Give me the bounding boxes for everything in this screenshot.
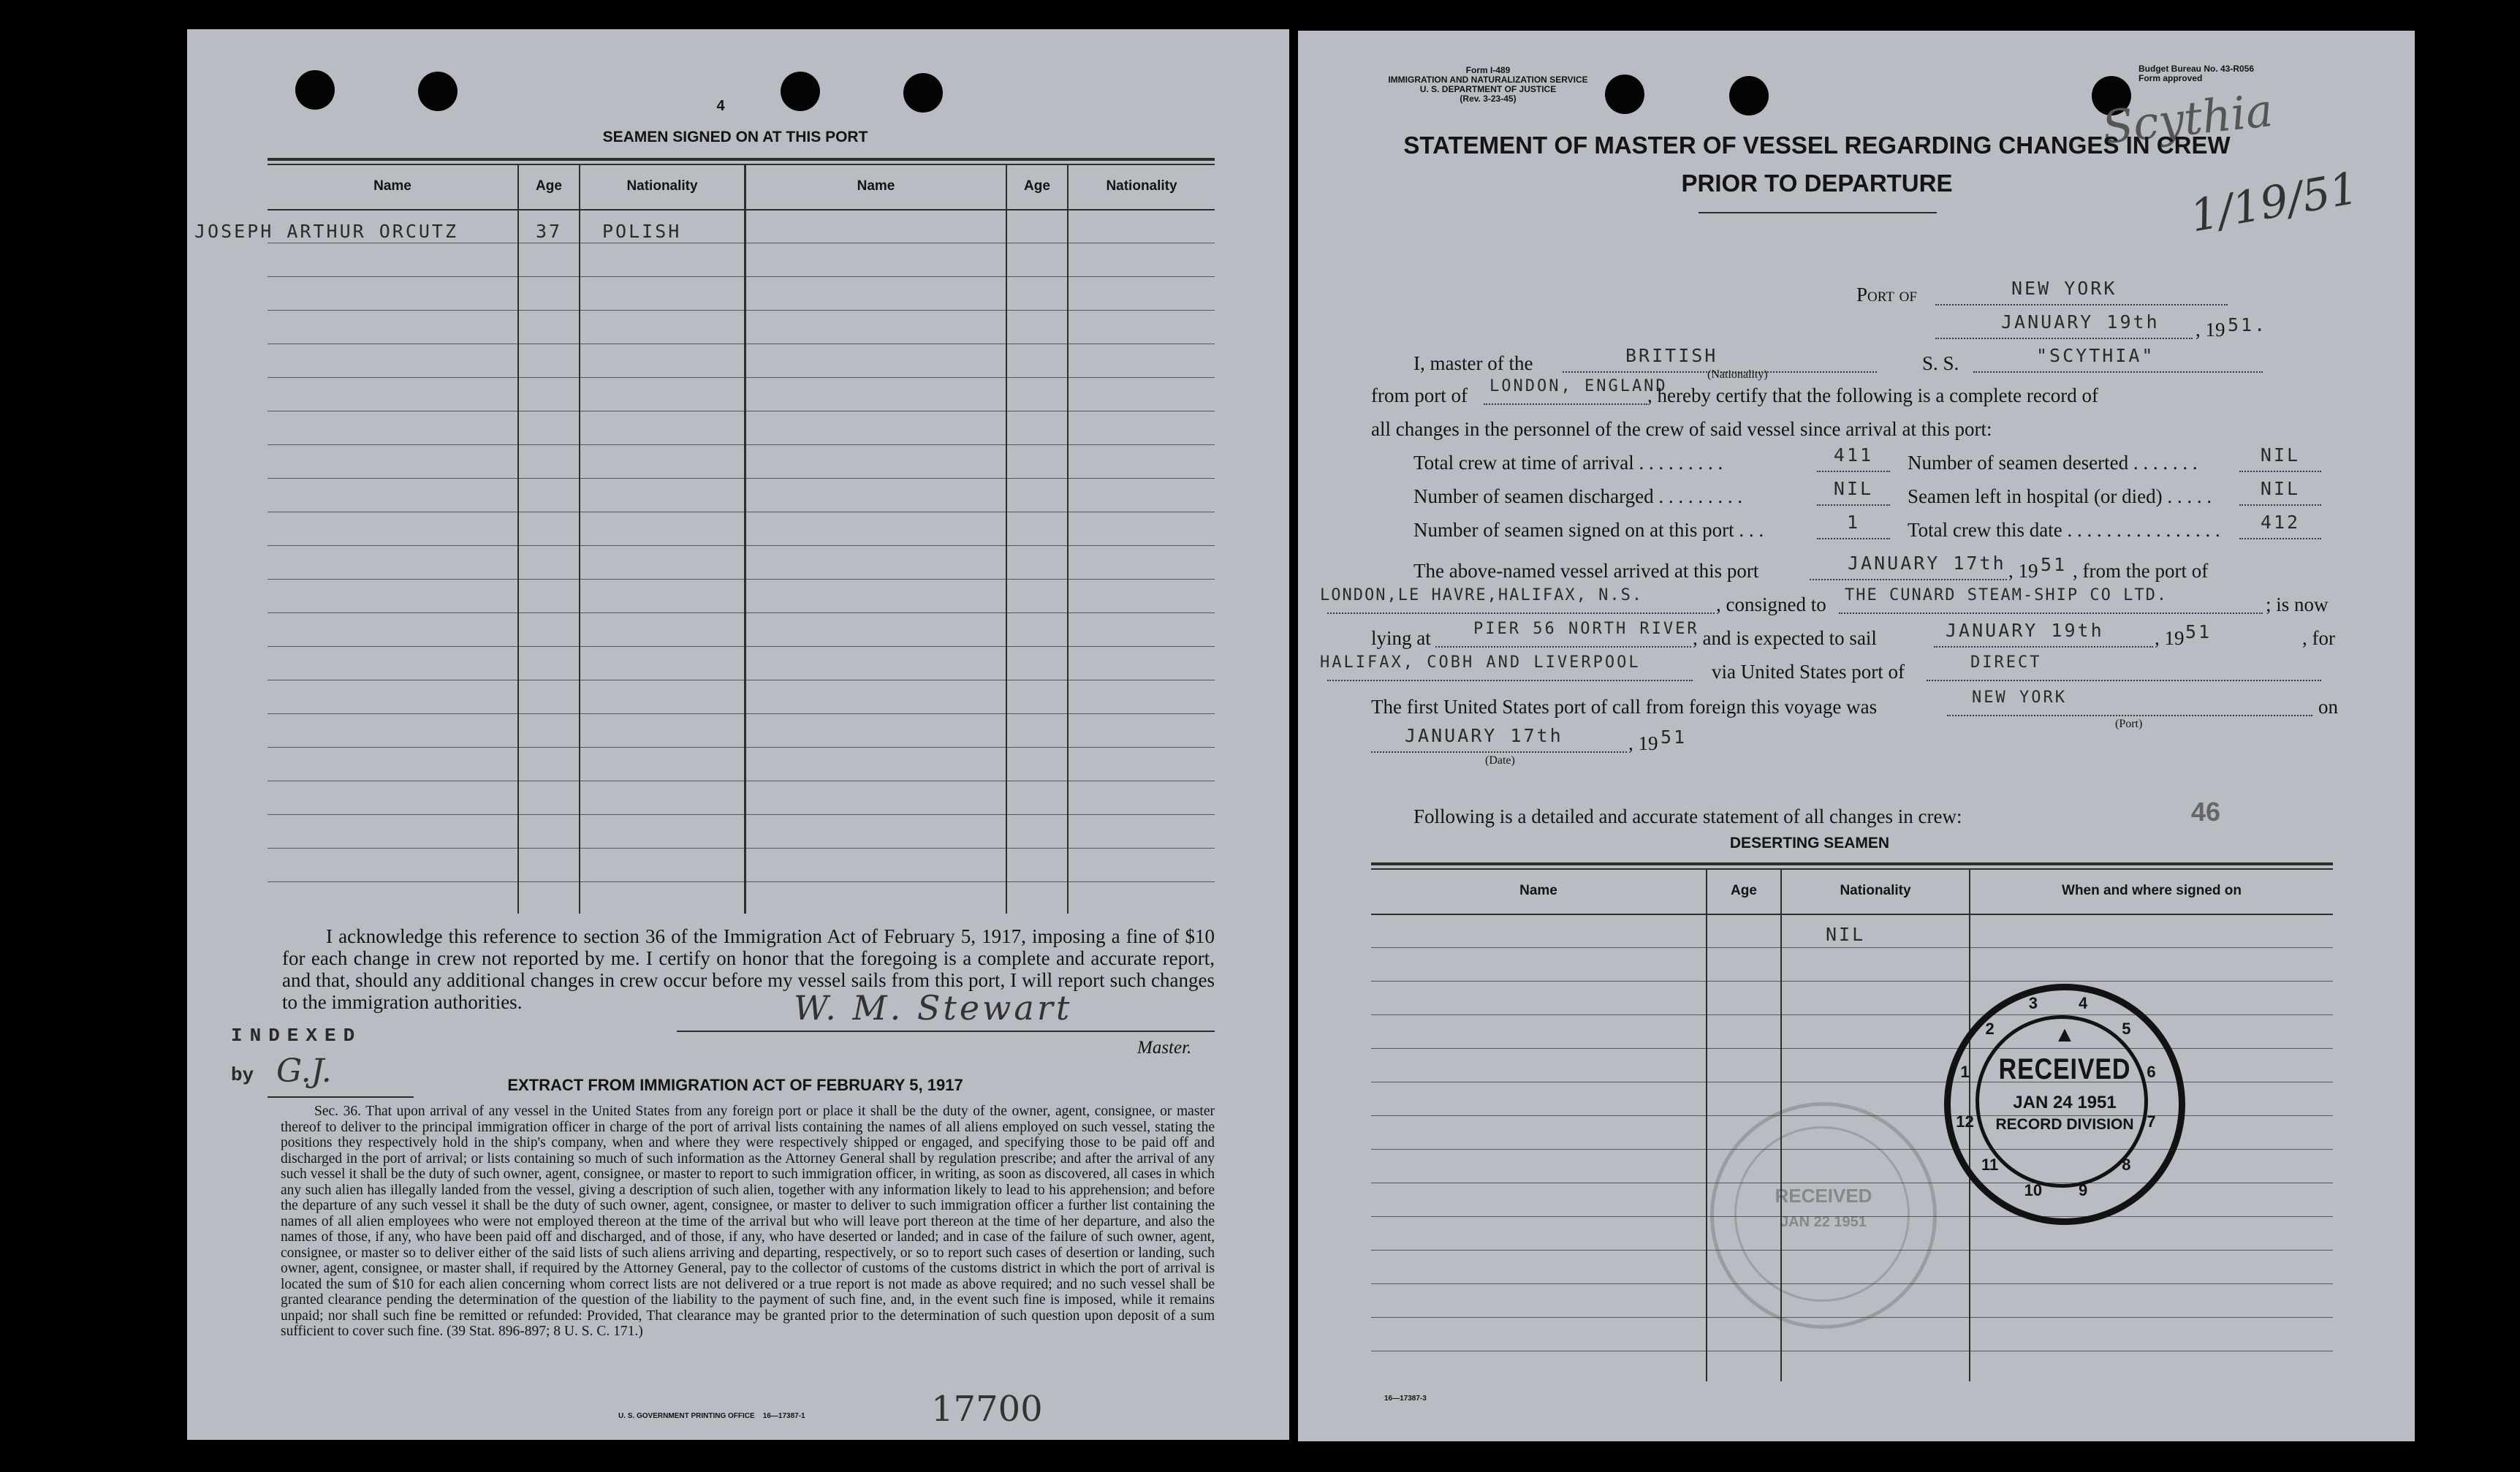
- col-age-header: Age: [1024, 178, 1050, 194]
- signature-line: [677, 1031, 1215, 1032]
- is-now-label: ; is now: [2266, 593, 2329, 615]
- rule: [2239, 471, 2321, 472]
- consignee-value: THE CUNARD STEAM-SHIP CO LTD.: [1845, 586, 2168, 604]
- punch-hole: [903, 73, 943, 113]
- stat-label: Total crew at time of arrival . . . . . . . . .: [1413, 452, 1723, 474]
- footer-code: 16—17387-3: [1384, 1395, 1427, 1403]
- from-port-value: LONDON, ENGLAND: [1489, 377, 1668, 395]
- punch-hole: [418, 72, 458, 111]
- sail-date: JANUARY 19th: [1946, 620, 2104, 641]
- stamp-number: 7: [2147, 1112, 2156, 1131]
- received-stamp: [1944, 984, 2185, 1225]
- stat-label: Seamen left in hospital (or died) . . . . .: [1908, 485, 2212, 507]
- stamp-number: 12: [1956, 1112, 1974, 1131]
- deserting-title: DESERTING SEAMEN: [1729, 835, 1890, 851]
- rule: [1327, 680, 1693, 681]
- from-the-port-label: , from the port of: [2073, 560, 2209, 582]
- punch-hole: [781, 72, 820, 111]
- stamp-number: 9: [2079, 1180, 2088, 1199]
- call-year: 51: [1661, 726, 1688, 748]
- table-row-rule: [267, 814, 1215, 815]
- arrived-value: JANUARY 17th: [1848, 553, 2006, 574]
- stat-value: NIL: [1833, 478, 1874, 499]
- arrived-year-prefix: , 19: [2008, 560, 2038, 582]
- lying-at-label: lying at: [1371, 627, 1431, 649]
- budget-bureau: [2138, 64, 2254, 83]
- for-label: , for: [2302, 627, 2335, 649]
- table-row-rule: [267, 579, 1215, 580]
- lying-value: PIER 56 NORTH RIVER: [1473, 620, 1699, 638]
- stamp-number: 11: [1981, 1156, 1999, 1175]
- col-name-header: Name: [857, 178, 895, 194]
- rule: [1927, 680, 2321, 681]
- col-nationality-header: Nationality: [626, 178, 698, 194]
- rule: [1327, 612, 1715, 614]
- table-row-rule: [267, 646, 1215, 647]
- stamp-number: 3: [2028, 994, 2038, 1013]
- destination-value: HALIFAX, COBH AND LIVERPOOL: [1320, 653, 1641, 672]
- col-name-header: Name: [373, 178, 411, 194]
- stat-value: 1: [1846, 512, 1861, 533]
- rule: [1435, 646, 1691, 648]
- port-label: Port of: [1856, 284, 1917, 306]
- ship-name: "SCYTHIA": [2036, 345, 2155, 366]
- stat-value: NIL: [2260, 478, 2301, 499]
- col-nationality-header: Nationality: [1840, 883, 1911, 898]
- page-number: 4: [716, 98, 725, 114]
- port-value: NEW YORK: [2011, 278, 2117, 299]
- indexed-by-initials: G.J.: [276, 1052, 332, 1090]
- rule: [1934, 646, 2153, 648]
- form-title: STATEMENT OF MASTER OF VESSEL REGARDING CHANGES IN CREW: [1403, 132, 2231, 159]
- stamp-number: 4: [2079, 994, 2088, 1013]
- seaman-age: 37: [535, 221, 563, 242]
- stamp-number: 8: [2122, 1156, 2131, 1175]
- column-divider: [517, 165, 519, 914]
- indexed-stamp: INDEXED: [231, 1025, 363, 1047]
- rule: [1973, 371, 2263, 373]
- table-top-rule: [267, 164, 1215, 165]
- table-row-rule: [267, 848, 1215, 849]
- stat-label: Number of seamen deserted . . . . . . .: [1908, 452, 2198, 474]
- stamp-number: 5: [2122, 1019, 2131, 1038]
- year-prefix: , 19: [2195, 319, 2225, 341]
- printing-office-footer: U. S. GOVERNMENT PRINTING OFFICE 16—17387-1: [618, 1412, 805, 1420]
- deserting-value: NIL: [1826, 924, 1866, 945]
- faint-stamp-received: RECEIVED: [1775, 1185, 1872, 1207]
- nationality-caption: (Nationality): [1707, 368, 1768, 381]
- punch-hole: [295, 70, 335, 110]
- master-signature: W. M. Stewart: [794, 988, 1073, 1028]
- form-agency: IMMIGRATION AND NATURALIZATION SERVICE: [1388, 75, 1588, 85]
- sail-year-prefix: , 19: [2155, 627, 2185, 649]
- stat-label: Number of seamen signed on at this port . . .: [1413, 519, 1764, 541]
- table-row-rule: [267, 612, 1215, 613]
- call-year-prefix: , 19: [1628, 732, 1658, 754]
- col-signed-on-header: When and where signed on: [2062, 883, 2242, 898]
- rule: [1484, 403, 1647, 405]
- extract-text: Sec. 36. That upon arrival of any vessel in the United States from any foreign port or place it shall be the duty of the owner, agent, consignee, or master thereof to deliver to the principal immigration officer in charge of the port of arrival lists containing the names of all aliens employed on such vessel, stating the positions they respectively hold in the ship's company, when and where they were respectively shipped or engaged, and specifying those to be paid off and discharged in the port of arrival; or lists containing so much of such information as the Attorney General shall by regulation prescribe; and after the arrival of any such vessel it shall be the duty of such owner, agent, consignee, or master to report to such immigration officer, in writing, as soon as discovered, all cases in which any such alien has illegally landed from the vessel, giving a description of such alien, together with any information likely to lead to his apprehension; and before the departure of any such vessel it shall be the duty of such owner, agent, consignee, or master to deliver to such immigration officer a further list containing the names of all alien employees who were not employed thereon at the time of the arrival but who will leave port thereon at the time of her departure, and also the names of those, if any, who have been paid off and discharged, and of those, if any, who have deserted or landed; and in case of the failure of such owner, agent, consignee, or master so to deliver either of the said lists of such aliens arriving and departing, respectively, or so to report such cases of desertion or landing, such owner, agent, consignee, or master shall, if required by the Attorney General, pay to the collector of customs of the customs district in which the port of arrival is located the sum of $10 for each alien concerning whom correct lists are not delivered or a true report is not made as above required; and no such vessel shall be granted clearance pending the determination of the question of the liability to the payment of such fine, and, in the event such fine is imposed, while it remains unpaid; nor shall such fine be remitted or refunded: Provided, That clearance may be granted prior to the determination of such question upon deposit of a sum sufficient to cover such fine. (39 Stat. 896-897; 8 U. S. C. 171.): [281, 1104, 1215, 1339]
- table-row-rule: [267, 713, 1215, 714]
- from-port-label: from port of: [1371, 384, 1468, 406]
- first-port-text: The first United States port of call from foreign this voyage was: [1371, 696, 1878, 718]
- col-age-header: Age: [536, 178, 562, 194]
- arrived-year: 51: [2041, 554, 2068, 575]
- left-page: [187, 29, 1289, 1440]
- stamp-number: 10: [2024, 1180, 2043, 1199]
- stat-value: 411: [1833, 444, 1874, 466]
- arrow-up-icon: ▲: [2054, 1023, 2076, 1047]
- form-department: U. S. DEPARTMENT OF JUSTICE: [1419, 84, 1557, 94]
- rule: [1371, 751, 1627, 753]
- stat-value: 412: [2260, 512, 2301, 533]
- column-divider: [1006, 165, 1007, 914]
- all-changes-text: all changes in the personnel of the crew of said vessel since arrival at this port:: [1371, 418, 1992, 440]
- port-caption: (Port): [2115, 718, 2143, 730]
- handwritten-ship: Scythia: [2099, 83, 2276, 155]
- rule: [1817, 538, 1890, 539]
- column-divider: [744, 165, 746, 914]
- nationality-value: BRITISH: [1625, 345, 1718, 366]
- rule: [1935, 338, 2193, 339]
- rule: [1839, 612, 2263, 614]
- column-divider: [1706, 870, 1707, 1381]
- via-label: via United States port of: [1712, 661, 1905, 683]
- consigned-to-label: , consigned to: [1716, 593, 1826, 615]
- first-port-value: NEW YORK: [1972, 688, 2067, 707]
- table-top-rule: [267, 158, 1215, 161]
- rule: [2239, 504, 2321, 506]
- column-divider: [579, 165, 580, 914]
- expected-sail-label: , and is expected to sail: [1693, 627, 1877, 649]
- master-of-label: I, master of the: [1413, 352, 1533, 374]
- table-top-rule: [1371, 868, 2333, 870]
- stat-label: Number of seamen discharged . . . . . . . . .: [1413, 485, 1743, 507]
- form-number: Form I-489: [1465, 65, 1511, 75]
- table-row-rule: [267, 377, 1215, 378]
- table-row-rule: [267, 310, 1215, 311]
- table-row-rule: [267, 478, 1215, 479]
- seaman-nationality: POLISH: [602, 221, 682, 242]
- ss-label: S. S.: [1922, 352, 1959, 374]
- call-date-value: JANUARY 17th: [1405, 725, 1563, 746]
- table-row-rule: [267, 545, 1215, 546]
- rule: [1810, 579, 2007, 580]
- table-row-rule: [1371, 1048, 2333, 1049]
- stamped-number: 46: [2191, 797, 2221, 827]
- form-approved: Form approved: [2138, 73, 2203, 83]
- stamp-number: 1: [1960, 1062, 1970, 1081]
- punch-hole: [1729, 76, 1769, 115]
- form-revision: (Rev. 3-23-45): [1460, 94, 1517, 104]
- rule: [1935, 304, 2228, 306]
- faint-stamp-date: JAN 22 1951: [1780, 1214, 1867, 1230]
- following-text: Following is a detailed and accurate statement of all changes in crew:: [1413, 805, 1962, 827]
- sail-year: 51: [2185, 621, 2212, 642]
- table-row-rule: [1371, 1014, 2333, 1015]
- form-subtitle: PRIOR TO DEPARTURE: [1681, 170, 1953, 197]
- stamp-number: 6: [2147, 1062, 2156, 1081]
- rule: [2239, 538, 2321, 539]
- from-ports-value: LONDON,LE HAVRE,HALIFAX, N.S.: [1320, 586, 1644, 604]
- rule: [1817, 471, 1890, 472]
- stat-label: Total crew this date . . . . . . . . . . . . . . . .: [1908, 519, 2220, 541]
- certify-text: , hereby certify that the following is a complete record of: [1647, 384, 2099, 406]
- date-caption: (Date): [1485, 754, 1515, 767]
- table-row-rule: [1371, 947, 2333, 948]
- indexed-underline: [267, 1096, 414, 1098]
- form-header: [1356, 66, 1620, 104]
- stamp-number: 2: [1985, 1019, 1995, 1038]
- year-value: 51.: [2228, 314, 2268, 335]
- arrived-text: The above-named vessel arrived at this port: [1413, 560, 1759, 582]
- date-value: JANUARY 19th: [2001, 311, 2160, 333]
- table-row-rule: [267, 747, 1215, 748]
- extract-title: EXTRACT FROM IMMIGRATION ACT OF FEBRUARY 5, 1917: [507, 1076, 963, 1094]
- faint-received-stamp: [1710, 1102, 1937, 1329]
- master-label: Master.: [1137, 1038, 1192, 1058]
- col-age-header: Age: [1731, 883, 1757, 898]
- table-header-rule: [267, 209, 1215, 210]
- title-underline: [1699, 212, 1937, 213]
- via-value: DIRECT: [1970, 653, 2042, 672]
- table-row-rule: [267, 444, 1215, 445]
- rule: [1947, 715, 2312, 716]
- table-top-rule: [1371, 862, 2333, 865]
- table-row-rule: [267, 881, 1215, 882]
- table-row-rule: [1371, 981, 2333, 982]
- stamp-received-text: RECEIVED: [1998, 1053, 2131, 1085]
- handwritten-number: 17700: [931, 1389, 1043, 1430]
- stat-value: NIL: [2260, 444, 2301, 466]
- col-name-header: Name: [1519, 883, 1557, 898]
- rule: [1817, 504, 1890, 506]
- acknowledgement-text: I acknowledge this reference to section 36 of the Immigration Act of February 5, 1917, imposing a fine of $10 for each change in crew not reported by me. I certify on honor that the foregoing is a complete and accurate report, and that, should any additional changes in crew occur before my vessel sails from this port, I will report such changes to the immigration authorities.: [282, 925, 1215, 1013]
- budget-number: Budget Bureau No. 43-R056: [2138, 64, 2255, 74]
- seaman-name: JOSEPH ARTHUR ORCUTZ: [194, 221, 459, 242]
- indexed-by-label: by: [231, 1064, 254, 1086]
- on-label: on: [2318, 696, 2338, 718]
- stamp-date: JAN 24 1951: [2013, 1093, 2117, 1112]
- right-page: [1298, 31, 2415, 1441]
- table-row-rule: [267, 276, 1215, 277]
- seamen-signed-on-title: SEAMEN SIGNED ON AT THIS PORT: [602, 129, 868, 145]
- column-divider: [1067, 165, 1069, 914]
- handwritten-date: 1/19/51: [2186, 162, 2362, 243]
- stamp-division: RECORD DIVISION: [1995, 1116, 2134, 1133]
- table-header-rule: [1371, 914, 2333, 915]
- col-nationality-header: Nationality: [1106, 178, 1177, 194]
